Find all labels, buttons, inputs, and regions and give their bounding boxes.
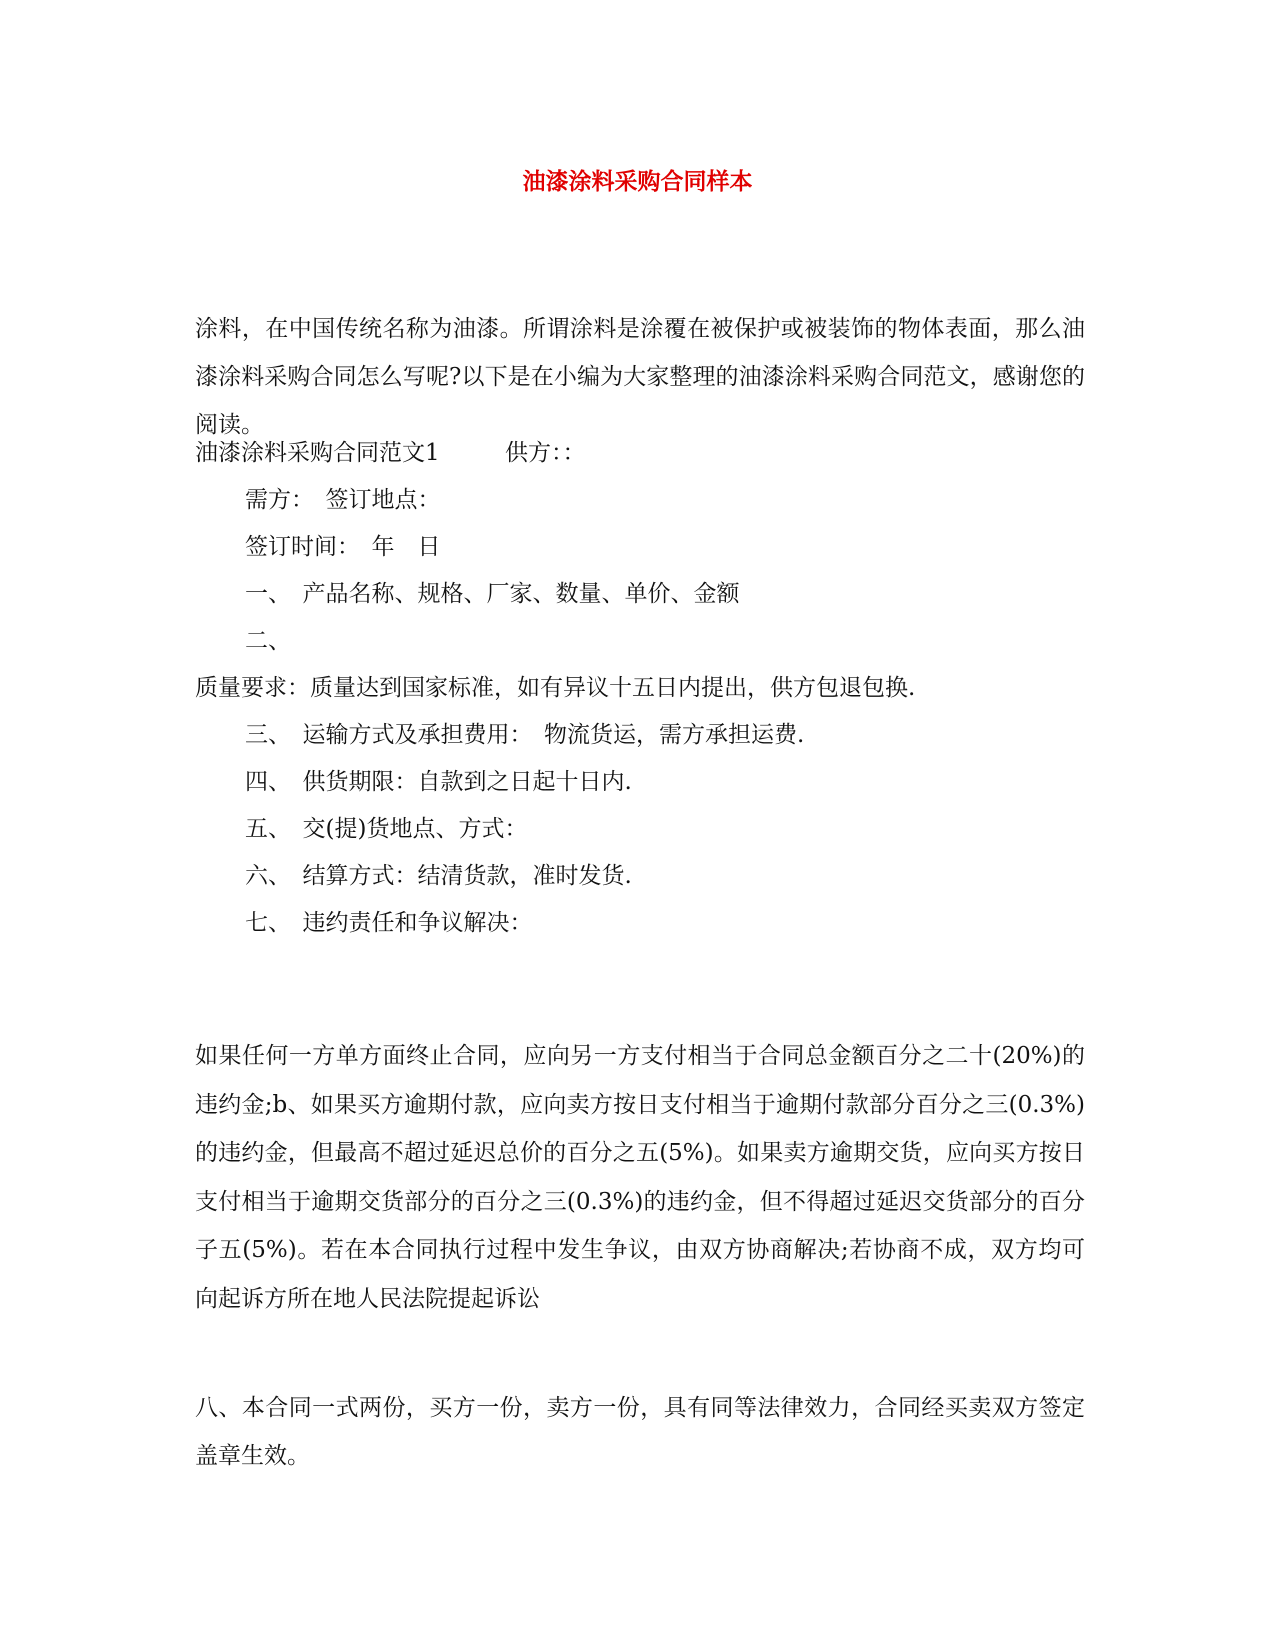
date-line: 签订时间： 年 日 [245,534,441,560]
buyer-line: 需方： 签订地点： [245,487,441,513]
document-title: 油漆涂料采购合同样本 [522,168,753,195]
clause-1: 一、 产品名称、规格、厂家、数量、单价、金额 [245,581,740,607]
contract-heading: 油漆涂料采购合同范文1 [195,440,440,466]
clause-2: 二、 [245,628,291,654]
clause-3: 三、 运输方式及承担费用： 物流货运，需方承担运费. [245,722,805,748]
clause-4: 四、 供货期限：自款到之日起十日内. [245,769,632,795]
clause-7: 七、 违约责任和争议解决： [245,910,533,936]
clause-5: 五、 交(提)货地点、方式： [245,816,528,842]
clause-6: 六、 结算方式：结清货款，准时发货. [245,863,632,889]
intro-paragraph: 涂料，在中国传统名称为油漆。所谓涂料是涂覆在被保护或被装饰的物体表面，那么油漆涂料采购合同怎么写呢?以下是在小编为大家整理的油漆涂料采购合同范文，感谢您的阅读。 [195,316,1085,438]
supplier-label: 供方：： [505,440,586,466]
penalty-paragraph: 如果任何一方单方面终止合同，应向另一方支付相当于合同总金额百分之二十(20%)的违约金;b、如果买方逾期付款，应向卖方按日支付相当于逾期付款部分百分之三(0.3%)的违约金，但最高不超过延迟总价的百分之五(5%)。如果卖方逾期交货，应向买方按日支付相当于逾期交货部分的百分之三(0.3%)的违约金，但不得超过延迟交货部分的百分子五(5%)。若在本合同执行过程中发生争议，由双方协商解决;若协商不成，双方均可向起诉方所在地人民法院提起诉讼 [195,1043,1085,1312]
clause-8-paragraph: 八、本合同一式两份，买方一份，卖方一份，具有同等法律效力，合同经买卖双方签定盖章生效。 [195,1395,1085,1469]
quality-requirement: 质量要求：质量达到国家标准，如有异议十五日内提出，供方包退包换. [195,675,916,701]
